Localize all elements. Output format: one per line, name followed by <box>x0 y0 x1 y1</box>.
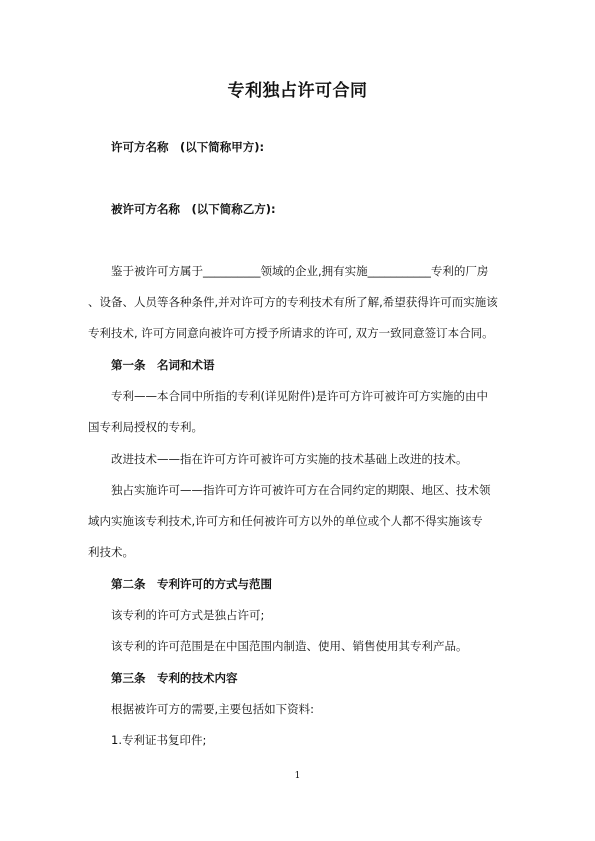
article1-patent-def-line-1: 专利——本合同中所指的专利(详见附件)是许可方许可被许可方实施的由中 <box>111 389 488 403</box>
article1-exclusive-def-line-1: 独占实施许可——指许可方许可被许可方在合同约定的期限、地区、技术领 <box>111 483 491 497</box>
article1-improvement-def: 改进技术——指在许可方许可被许可方实施的技术基础上改进的技术。 <box>111 452 468 466</box>
preamble-line-3: 专利技术, 许可方同意向被许可方授予所请求的许可, 双方一致同意签订本合同。 <box>88 326 494 340</box>
article3-heading: 第三条 专利的技术内容 <box>111 671 238 685</box>
article1-patent-def-line-2: 国专利局授权的专利。 <box>88 420 203 434</box>
article2-method: 该专利的许可方式是独占许可; <box>111 608 265 622</box>
article3-intro: 根据被许可方的需要,主要包括如下资料: <box>111 702 315 716</box>
article1-heading: 第一条 名词和术语 <box>111 358 215 372</box>
preamble-line-2: 、设备、人员等各种条件,并对许可方的专利技术有所了解,希望获得许可而实施该 <box>88 295 498 309</box>
document-title: 专利独占许可合同 <box>227 81 368 101</box>
party-b-label: 被许可方名称 (以下简称乙方): <box>111 202 276 216</box>
page-number: 1 <box>294 771 301 781</box>
article1-exclusive-def-line-3: 利技术。 <box>88 545 134 559</box>
preamble-line-1: 鉴于被许可方属于__________领域的企业,拥有实施___________专利的厂房 <box>111 264 489 278</box>
party-a-label: 许可方名称 (以下简称甲方): <box>111 140 265 154</box>
article3-item-1: 1.专利证书复印件; <box>111 733 207 747</box>
article2-scope: 该专利的许可范围是在中国范围内制造、使用、销售使用其专利产品。 <box>111 639 468 653</box>
article1-exclusive-def-line-2: 域内实施该专利技术,许可方和任何被许可方以外的单位或个人都不得实施该专 <box>88 514 483 528</box>
article2-heading: 第二条 专利许可的方式与范围 <box>111 577 272 591</box>
